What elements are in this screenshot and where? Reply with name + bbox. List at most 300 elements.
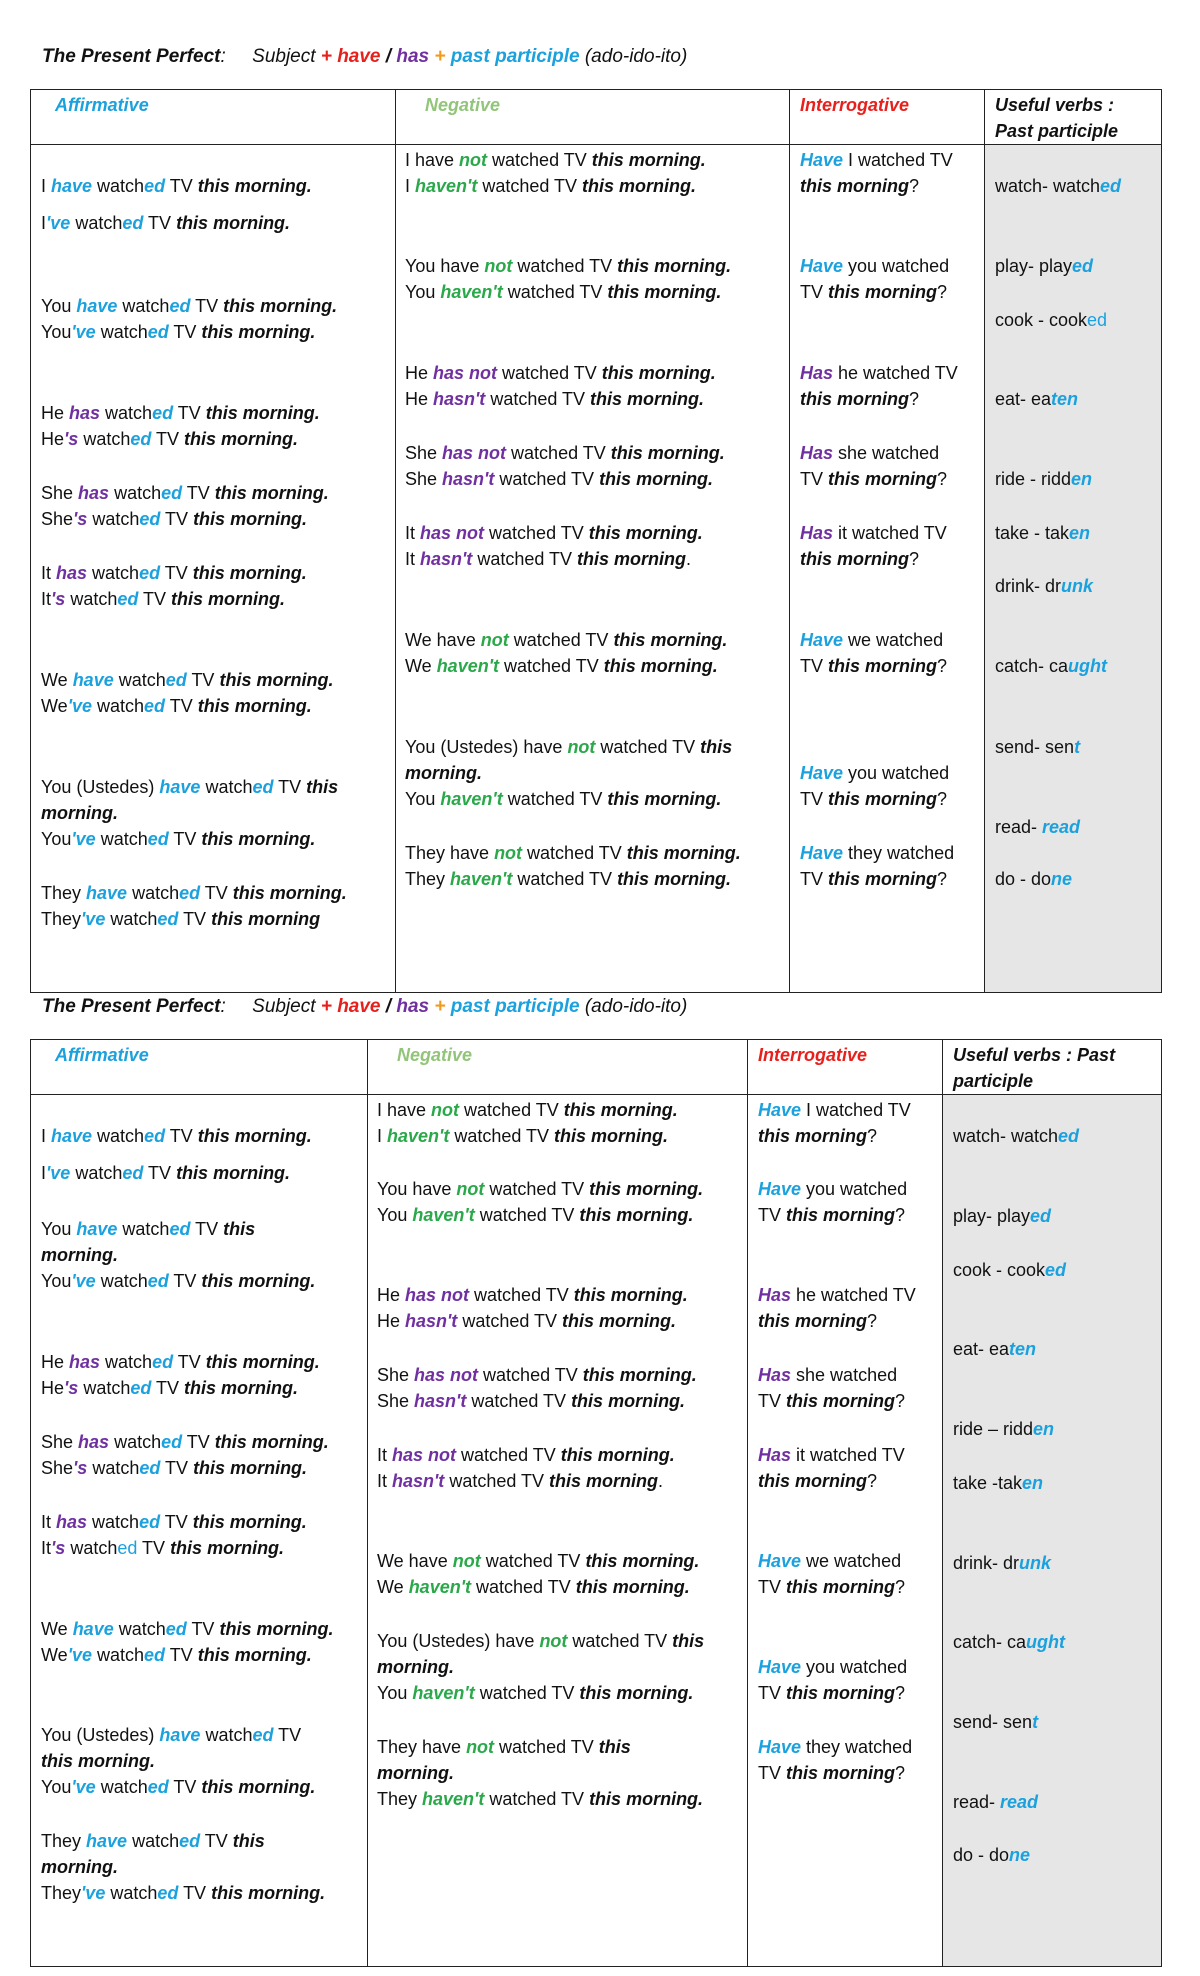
text-segment: watch [109, 483, 162, 503]
text-segment: morning. [377, 1763, 454, 1783]
text-segment: have [86, 1831, 128, 1851]
text-segment: TV [173, 1352, 206, 1372]
text-segment: watch [105, 1883, 158, 1903]
text-line [800, 147, 953, 173]
text-segment: ed [252, 777, 274, 797]
text-line [41, 1642, 312, 1668]
text-segment: TV [151, 1378, 185, 1398]
text-line [995, 573, 1093, 599]
text-line [405, 386, 704, 412]
text-segment: ed [1045, 1260, 1067, 1280]
text-segment: Have [758, 1657, 802, 1677]
text-line [995, 466, 1092, 492]
text-line [41, 1722, 301, 1748]
text-segment: unk [1061, 576, 1094, 596]
text-segment: He [405, 363, 434, 383]
text-segment: TV [178, 1883, 212, 1903]
text-segment: ne [1009, 1845, 1031, 1865]
text-segment: TV [273, 1725, 302, 1745]
text-segment: You [41, 296, 77, 316]
text-segment: ed [147, 322, 169, 342]
text-segment: ed [144, 176, 166, 196]
text-line [953, 1257, 1066, 1283]
text-segment: this [672, 1631, 705, 1651]
text-line [41, 667, 333, 693]
text-line [377, 1362, 697, 1388]
header-interrogative: Interrogative [800, 95, 910, 115]
text-line [405, 627, 727, 653]
text-segment: this morning. [626, 843, 741, 863]
text-segment: watched TV [456, 1445, 561, 1465]
text-segment: ? [909, 176, 920, 196]
text-segment: this morning. [589, 1789, 704, 1809]
section-title [42, 46, 687, 68]
text-segment: this morning. [589, 1179, 704, 1199]
text-segment: this morning. [562, 1311, 677, 1331]
text-segment: watched TV [522, 843, 627, 863]
text-segment: He [41, 429, 65, 449]
text-segment: We [41, 1645, 68, 1665]
text-segment: t [1074, 737, 1081, 757]
text-segment: not [484, 256, 513, 276]
text-line [953, 1203, 1051, 1229]
text-segment: ? [895, 1205, 906, 1225]
title-segment: / [380, 46, 397, 67]
text-segment: this morning. [197, 176, 312, 196]
text-segment: TV [758, 1391, 787, 1411]
text-segment: this morning. [219, 670, 334, 690]
title-segment: past participle [450, 996, 580, 1017]
text-line [405, 440, 725, 466]
text-segment: you watched [843, 763, 950, 783]
text-segment: this morning. [590, 389, 705, 409]
title-segment: have [337, 46, 381, 67]
text-segment: Have [758, 1737, 802, 1757]
text-segment: 've [67, 1645, 92, 1665]
text-segment: You [377, 1205, 413, 1225]
text-segment: TV [168, 1271, 202, 1291]
text-line [758, 1282, 916, 1308]
section-title [42, 996, 687, 1018]
text-line [953, 1709, 1038, 1735]
text-segment: watched TV [474, 1683, 580, 1703]
text-segment: ? [937, 282, 948, 302]
text-segment: this morning. [176, 1163, 291, 1183]
text-segment: this morning [786, 1391, 896, 1411]
text-segment: ? [909, 549, 920, 569]
text-segment: this morning. [582, 1365, 697, 1385]
text-segment: watch [65, 1538, 118, 1558]
text-segment: watched TV [502, 789, 608, 809]
text-segment: TV [160, 1512, 193, 1532]
text-segment: I [41, 1163, 47, 1183]
text-line [800, 840, 954, 866]
text-segment: this morning. [205, 1352, 320, 1372]
text-line [758, 1442, 905, 1468]
text-segment: this [598, 1737, 631, 1757]
text-segment: TV [273, 777, 307, 797]
text-segment: this [700, 737, 733, 757]
header-negative: Negative [397, 1045, 473, 1065]
title-formula [220, 996, 687, 1017]
text-segment: Has [758, 1365, 792, 1385]
text-line [995, 253, 1093, 279]
text-line [953, 1123, 1079, 1149]
text-segment: TV [190, 296, 224, 316]
text-segment: They have [405, 843, 495, 863]
text-segment: TV [178, 909, 212, 929]
text-segment: You [377, 1683, 413, 1703]
text-line [41, 210, 290, 236]
text-segment: ride - ridd [995, 469, 1072, 489]
header-useful-verbs-2: Past participle [995, 121, 1119, 141]
text-line [41, 586, 285, 612]
text-segment: this morning. [219, 1619, 334, 1639]
text-segment: haven't [412, 1205, 475, 1225]
text-segment: this morning [800, 176, 909, 196]
text-line [758, 1362, 897, 1388]
text-line [377, 1468, 663, 1494]
text-segment: this morning. [575, 1577, 690, 1597]
title-segment: : [220, 46, 253, 67]
text-segment: 's [73, 1458, 88, 1478]
text-segment: have [72, 1619, 114, 1639]
text-line [41, 906, 320, 932]
text-segment: She [405, 469, 443, 489]
text-segment: watch [95, 322, 148, 342]
text-segment: this morning. [201, 322, 316, 342]
text-segment: You (Ustedes) [41, 1725, 160, 1745]
text-segment: We [41, 670, 73, 690]
text-line [41, 1160, 290, 1186]
text-line [377, 1442, 675, 1468]
text-segment: Have [800, 763, 844, 783]
text-segment: ught [1068, 656, 1108, 676]
header-useful-verbs-1: Useful verbs : Past [953, 1045, 1116, 1065]
text-segment: watched TV [470, 1577, 576, 1597]
text-segment: ed [179, 1831, 201, 1851]
text-segment: TV [168, 1777, 202, 1797]
text-segment: ed [147, 1777, 169, 1797]
text-segment: morning. [377, 1657, 454, 1677]
text-line [377, 1202, 693, 1228]
text-segment: this morning [577, 549, 687, 569]
text-segment: haven't [387, 1126, 450, 1146]
text-segment: Has [758, 1445, 792, 1465]
text-line [800, 786, 947, 812]
text-segment: this morning. [579, 1205, 694, 1225]
title-segment: / [380, 996, 397, 1017]
text-segment: this morning. [588, 523, 703, 543]
text-segment: ught [1026, 1632, 1066, 1652]
text-segment: have [86, 883, 128, 903]
text-segment: this morning. [184, 429, 299, 449]
text-segment: this morning. [607, 789, 722, 809]
title-segment: have [337, 996, 381, 1017]
text-segment: TV [186, 1619, 220, 1639]
text-segment: it watched TV [833, 523, 947, 543]
text-segment: I [405, 176, 416, 196]
text-segment: I [41, 213, 47, 233]
text-segment: not [452, 1551, 481, 1571]
text-segment: ed [1087, 310, 1108, 330]
text-segment: TV [168, 322, 202, 342]
text-segment: She [41, 1458, 74, 1478]
text-segment: en [1022, 1473, 1044, 1493]
text-segment: TV [758, 1763, 787, 1783]
text-line [41, 1242, 118, 1268]
text-line [41, 1774, 315, 1800]
text-segment: has [78, 1432, 110, 1452]
text-segment: hasn't [420, 549, 473, 569]
text-line [41, 800, 118, 826]
text-line [41, 293, 337, 319]
text-segment: drink- dr [995, 576, 1062, 596]
text-segment: haven't [450, 869, 513, 889]
text-line [41, 1123, 312, 1149]
text-segment: has [56, 1512, 88, 1532]
text-line [953, 1550, 1051, 1576]
text-line [41, 826, 315, 852]
text-segment: this morning. [184, 1378, 299, 1398]
text-segment: watched TV [567, 1631, 673, 1651]
text-segment: watched TV [512, 256, 618, 276]
text-segment: We have [377, 1551, 453, 1571]
text-segment: TV [800, 282, 829, 302]
text-segment: watched TV [506, 443, 611, 463]
text-line [41, 693, 312, 719]
text-line [41, 774, 338, 800]
text-line [41, 1880, 325, 1906]
text-line [377, 1760, 454, 1786]
text-segment: this morning [828, 282, 938, 302]
text-segment: this morning. [171, 589, 286, 609]
text-segment: watch [70, 213, 123, 233]
text-segment: take -tak [953, 1473, 1023, 1493]
text-segment: ed [1030, 1206, 1052, 1226]
text-segment: not [431, 1100, 460, 1120]
title-label: The Present Perfect [42, 996, 221, 1017]
text-segment: watched TV [498, 656, 604, 676]
text-segment: TV [137, 1538, 171, 1558]
text-segment: watched TV [457, 1311, 563, 1331]
text-segment: en [1033, 1419, 1055, 1439]
text-segment: You have [377, 1179, 457, 1199]
text-segment: TV [182, 1432, 215, 1452]
text-segment: . [658, 1471, 664, 1491]
text-segment: this morning. [201, 1271, 316, 1291]
text-segment: ed [130, 429, 152, 449]
text-segment: It [41, 589, 52, 609]
text-segment: has [56, 563, 88, 583]
text-line [377, 1548, 699, 1574]
text-line [800, 440, 939, 466]
text-segment: not [466, 1737, 495, 1757]
text-segment: 's [64, 1378, 79, 1398]
text-line [377, 1628, 704, 1654]
text-segment: You [41, 1219, 77, 1239]
title-segment: + [429, 996, 451, 1017]
text-line [41, 426, 298, 452]
text-segment: 've [71, 829, 96, 849]
text-segment: ed [144, 696, 166, 716]
text-segment: TV [160, 1458, 194, 1478]
text-segment: watched TV [444, 1471, 550, 1491]
text-segment: this morning. [211, 1883, 326, 1903]
text-segment: ed [161, 1432, 183, 1452]
text-segment: They [405, 869, 451, 889]
text-segment: watch [87, 1458, 140, 1478]
text-line [41, 1349, 320, 1375]
title-label: The Present Perfect [42, 46, 221, 67]
text-segment: read- [953, 1792, 1001, 1812]
text-segment: unk [1019, 1553, 1052, 1573]
text-line [405, 734, 732, 760]
text-segment: TV [160, 509, 194, 529]
text-segment: this morning. [193, 509, 308, 529]
text-segment: this morning. [232, 883, 347, 903]
text-segment: ? [867, 1471, 878, 1491]
text-segment: Has [800, 363, 834, 383]
text-line [800, 653, 947, 679]
text-segment: watched TV [484, 1789, 590, 1809]
text-line [41, 173, 312, 199]
text-segment: watch [70, 1163, 123, 1183]
text-segment: watch [95, 1777, 148, 1797]
text-segment: watched TV [487, 150, 592, 170]
text-segment: this morning. [201, 829, 316, 849]
text-segment: I [41, 1126, 52, 1146]
text-segment: She [41, 509, 74, 529]
text-segment: watch [127, 883, 180, 903]
title-segment: has [396, 996, 430, 1017]
text-line [377, 1654, 454, 1680]
text-segment: watch [200, 1725, 253, 1745]
text-segment: ? [867, 1311, 878, 1331]
title-segment: Subject [252, 996, 321, 1017]
text-line [758, 1680, 905, 1706]
text-segment: this morning [786, 1683, 896, 1703]
text-segment: this morning. [170, 1538, 285, 1558]
text-segment: watched TV [478, 1365, 583, 1385]
text-segment: has not [392, 1445, 457, 1465]
text-line [800, 546, 919, 572]
text-segment: drink- dr [953, 1553, 1020, 1573]
title-segment: has [396, 46, 430, 67]
text-segment: this morning [758, 1311, 867, 1331]
text-segment: 've [46, 1163, 71, 1183]
text-segment: not [539, 1631, 568, 1651]
text-segment: you watched [801, 1657, 908, 1677]
text-segment: catch- ca [953, 1632, 1027, 1652]
title-segment: : [220, 996, 253, 1017]
text-line [800, 760, 949, 786]
text-segment: They [41, 1883, 82, 1903]
text-segment: ed [139, 563, 161, 583]
text-line [405, 360, 716, 386]
text-segment: ed [161, 483, 183, 503]
text-segment: this morning. [192, 563, 307, 583]
text-segment: haven't [440, 282, 503, 302]
text-segment: this morning. [201, 1777, 316, 1797]
text-segment: this [232, 1831, 265, 1851]
text-line [41, 1616, 333, 1642]
text-segment: Have [800, 630, 844, 650]
text-line [41, 1216, 255, 1242]
text-line [953, 1416, 1054, 1442]
text-segment: this morning. [192, 1512, 307, 1532]
text-segment: TV [190, 1219, 224, 1239]
text-line [405, 786, 721, 812]
text-segment: TV [143, 1163, 177, 1183]
text-segment: watch [87, 563, 140, 583]
text-segment: Has [800, 523, 834, 543]
text-segment: watched TV [497, 363, 602, 383]
text-segment: TV [143, 213, 177, 233]
text-segment: it watched TV [791, 1445, 905, 1465]
text-segment: not [480, 630, 509, 650]
text-segment: you watched [843, 256, 950, 276]
text-line [41, 1828, 265, 1854]
text-segment: hasn't [442, 469, 495, 489]
text-line [800, 386, 919, 412]
text-segment: haven't [408, 1577, 471, 1597]
text-segment: watched TV [474, 1205, 580, 1225]
text-segment: we watched [843, 630, 944, 650]
text-segment: watch [92, 176, 145, 196]
text-segment: TV [758, 1577, 787, 1597]
text-line [405, 653, 718, 679]
text-segment: ed [139, 1512, 161, 1532]
title-segment: + [429, 46, 451, 67]
text-segment: watched TV [480, 1551, 586, 1571]
text-segment: en [1069, 523, 1091, 543]
header-useful-verbs-1: Useful verbs : [995, 95, 1115, 115]
text-line [758, 1468, 877, 1494]
text-segment: TV [173, 403, 206, 423]
text-segment: ed [252, 1725, 274, 1745]
text-segment: send- sen [995, 737, 1075, 757]
text-line [800, 173, 919, 199]
text-segment: He [377, 1285, 406, 1305]
text-segment: not [459, 150, 488, 170]
text-segment: this morning [828, 869, 938, 889]
text-segment: this morning. [573, 1285, 688, 1305]
text-segment: You (Ustedes) [41, 777, 160, 797]
text-segment: watch [113, 670, 166, 690]
text-segment: hasn't [433, 389, 486, 409]
text-segment: ed [147, 829, 169, 849]
text-line [758, 1760, 905, 1786]
text-segment: this morning. [617, 869, 732, 889]
text-line [758, 1654, 907, 1680]
text-segment: I have [377, 1100, 432, 1120]
text-line [41, 560, 307, 586]
text-segment: hasn't [405, 1311, 458, 1331]
text-line [41, 1375, 298, 1401]
text-segment: ed [157, 1883, 179, 1903]
text-segment: watched TV [512, 869, 618, 889]
text-segment: TV [165, 1645, 198, 1665]
text-segment: TV [800, 869, 829, 889]
text-segment: She [405, 443, 443, 463]
text-segment: ed [169, 296, 191, 316]
text-line [800, 279, 947, 305]
text-segment: You have [405, 256, 485, 276]
text-segment: this morning. [214, 483, 329, 503]
text-segment: ed [165, 1619, 187, 1639]
text-segment: this morning [758, 1126, 867, 1146]
